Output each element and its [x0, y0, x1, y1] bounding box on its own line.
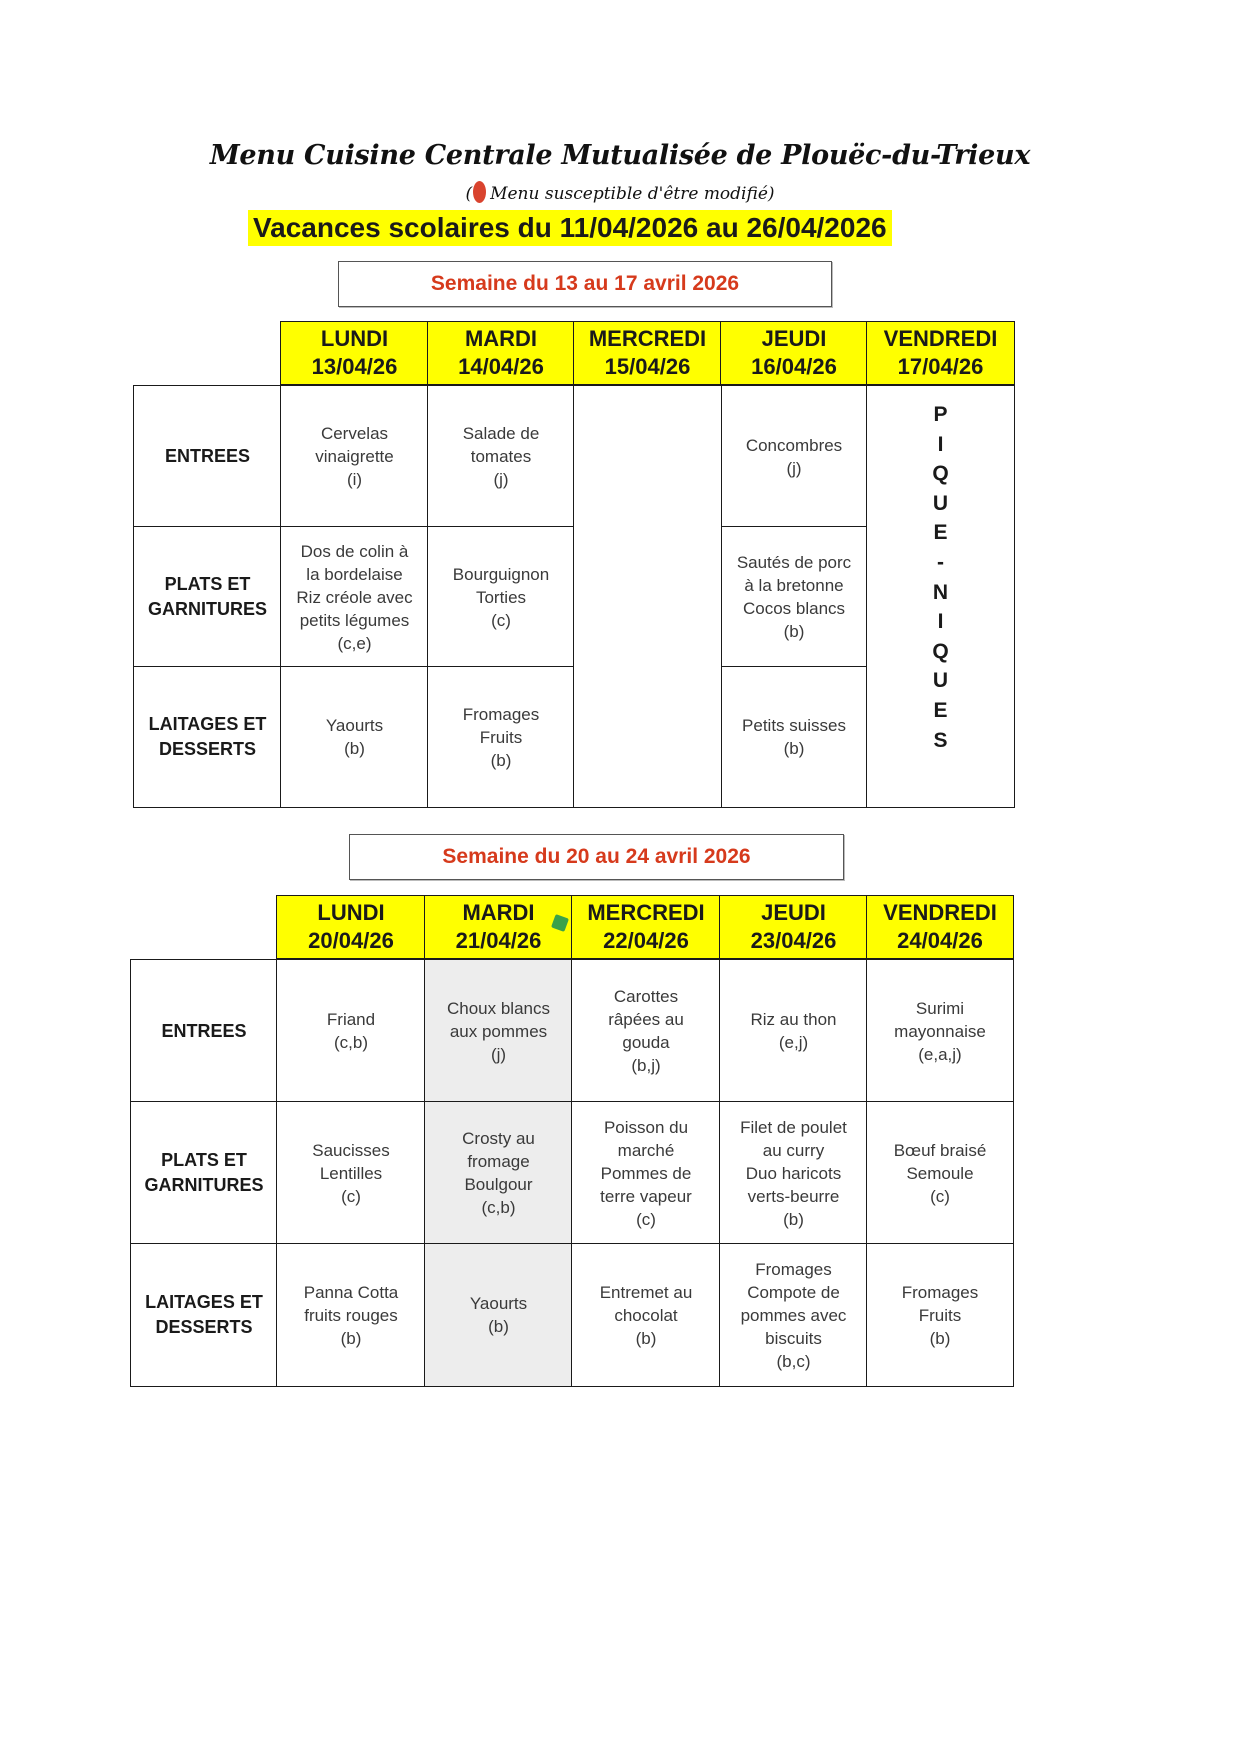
row-label-plats-line: PLATS ET [161, 1150, 247, 1170]
week2-desserts-lundi-line: fruits rouges [304, 1305, 398, 1325]
week2-plats-jeudi-line: Duo haricots [745, 1163, 842, 1183]
week2-plats-jeudi-line: Filet de poulet [740, 1117, 847, 1137]
page-subtitle [0, 181, 1240, 204]
week1-entrees-lundi-line: Cervelas [320, 424, 389, 443]
week1-entrees-jeudi-line: (j) [786, 458, 802, 478]
day-date: 21/04/26 [455, 928, 542, 953]
week1-entrees-mardi-line: (j) [493, 470, 509, 489]
day-header-jeudi [719, 895, 868, 959]
week2-plats-mercredi-line: (c) [636, 1209, 656, 1229]
week1-plats-lundi [280, 526, 429, 668]
week1-plats-lundi-line: (c,e) [337, 633, 372, 653]
day-header-mercredi [573, 321, 722, 385]
week2-entrees-jeudi-line: (e,j) [778, 1033, 809, 1052]
week2-entrees-vendredi-line: (e,a,j) [918, 1044, 962, 1064]
day-header-lundi [280, 321, 429, 385]
week2-plats-mardi [424, 1101, 573, 1245]
week1-title: Semaine du 13 au 17 avril 2026 [338, 261, 832, 307]
pique-letter: U [932, 491, 949, 515]
week2-desserts-jeudi-line: pommes avec [740, 1305, 847, 1325]
day-date: 17/04/26 [897, 354, 984, 379]
week1-plats-mardi [427, 526, 575, 668]
week1-mercredi-empty [573, 385, 722, 808]
day-date: 16/04/26 [751, 354, 837, 379]
week1-desserts-jeudi-line: (b) [783, 739, 805, 758]
week2-desserts-jeudi [719, 1243, 868, 1387]
week1-plats-jeudi [720, 526, 868, 668]
row-label-desserts-line: LAITAGES ET [148, 714, 267, 734]
week2-plats-lundi-line: Saucisses [312, 1140, 390, 1160]
day-header-mardi [427, 321, 575, 385]
row-label-desserts-line: LAITAGES ET [145, 1292, 263, 1312]
week1-desserts-lundi [280, 666, 429, 808]
subtitle-text: Menu susceptible d'être modifié) [490, 184, 775, 204]
day-header-mercredi [571, 895, 721, 959]
pique-letter: S [933, 728, 948, 752]
week2-desserts-jeudi-line: biscuits [765, 1328, 822, 1348]
week2-plats-vendredi-line: Semoule [906, 1163, 974, 1183]
week2-entrees-jeudi [719, 959, 868, 1103]
week1-desserts-mardi-line: Fruits [479, 727, 523, 747]
week2-plats-mardi-line: (c,b) [481, 1198, 516, 1217]
week2-entrees-lundi-line: Friand [326, 1010, 376, 1029]
page-title: Menu Cuisine Centrale Mutualisée de Plouëc-du-Trieux [209, 140, 1031, 171]
week2-desserts-lundi-line: Panna Cotta [303, 1282, 399, 1302]
pique-letter: - [937, 550, 944, 574]
week1-entrees-lundi [280, 385, 429, 528]
day-date: 20/04/26 [308, 928, 394, 953]
day-date: 23/04/26 [750, 928, 837, 953]
week1-entrees-mardi-line: tomates [470, 447, 532, 466]
week2-entrees-jeudi-line: Riz au thon [750, 1010, 837, 1029]
day-date: 24/04/26 [897, 928, 983, 953]
day-date: 13/04/26 [311, 354, 398, 379]
week2-plats-jeudi-line: verts-beurre [747, 1186, 840, 1206]
day-name: JEUDI [761, 326, 827, 351]
day-name: MARDI [464, 326, 538, 351]
week1-entrees-mardi-line: Salade de [462, 424, 540, 443]
day-name: VENDREDI [883, 326, 998, 351]
day-name: MERCREDI [588, 326, 707, 351]
pique-letter: I [937, 432, 944, 456]
week2-plats-mardi-line: Crosty au [462, 1129, 535, 1148]
week2-entrees-mercredi-line: Carottes [613, 987, 679, 1006]
row-label-desserts-line: DESSERTS [155, 1317, 253, 1337]
week2-plats-mercredi-line: terre vapeur [600, 1186, 692, 1206]
day-name: MERCREDI [587, 900, 705, 925]
row-label-plats-line: GARNITURES [144, 1175, 264, 1195]
day-header-lundi [276, 895, 426, 959]
week2-title: Semaine du 20 au 24 avril 2026 [349, 834, 844, 880]
week1-plats-lundi-line: la bordelaise [306, 564, 403, 584]
week1-plats-lundi-line: petits légumes [299, 610, 410, 630]
week2-desserts-vendredi [866, 1243, 1014, 1387]
day-name: LUNDI [320, 326, 389, 351]
week1-desserts-mardi-line: Fromages [462, 704, 540, 724]
pique-letter: Q [932, 462, 949, 486]
week1-plats-lundi-line: Riz créole avec [296, 587, 413, 607]
week2-plats-jeudi-line: (b) [783, 1209, 804, 1229]
week2-desserts-mardi [424, 1243, 573, 1387]
week1-plats-jeudi-line: Cocos blancs [742, 599, 846, 618]
week1-desserts-jeudi [720, 666, 868, 808]
week2-desserts-mercredi-line: chocolat [614, 1305, 678, 1325]
row-label-plats [133, 526, 282, 668]
week1-plats-jeudi-line: (b) [783, 622, 805, 641]
week2-entrees-mardi-line: Choux blancs [446, 998, 550, 1018]
week2-plats-jeudi [719, 1101, 868, 1245]
week2-plats-mercredi-line: Poisson du [603, 1117, 689, 1137]
day-date: 14/04/26 [458, 354, 544, 379]
row-label-entrees [133, 385, 282, 528]
week1-desserts-mardi [427, 666, 575, 808]
week2-plats-mardi-line: fromage [467, 1152, 530, 1171]
week2-desserts-lundi-line: (b) [340, 1328, 362, 1348]
week2-desserts-jeudi-line: Fromages [755, 1259, 832, 1279]
week1-entrees-jeudi-line: Concombres [745, 435, 843, 455]
week2-plats-vendredi-line: Bœuf braisé [893, 1140, 987, 1160]
week2-desserts-mardi-line: Yaourts [469, 1294, 528, 1313]
week2-plats-mercredi-line: marché [617, 1140, 675, 1160]
week2-plats-lundi-line: Lentilles [319, 1163, 383, 1183]
day-header-jeudi [720, 321, 868, 385]
row-label-plats-line: PLATS ET [164, 574, 251, 594]
week1-plats-jeudi-line: Sautés de porc [736, 553, 852, 572]
week2-desserts-lundi [276, 1243, 426, 1387]
day-header-vendredi [866, 895, 1014, 959]
week2-entrees-mercredi [571, 959, 721, 1103]
week2-entrees-mercredi-line: gouda [622, 1033, 670, 1052]
pique-letter: E [933, 521, 948, 545]
day-name: JEUDI [761, 900, 826, 925]
week2-entrees-mardi-line: (j) [490, 1044, 507, 1064]
week2-plats-mercredi [571, 1101, 721, 1245]
day-date: 22/04/26 [603, 928, 689, 953]
vacances-banner: Vacances scolaires du 11/04/2026 au 26/04/2026 [248, 210, 892, 246]
subtitle-open-paren: ( [465, 184, 473, 204]
day-header-vendredi [866, 321, 1015, 385]
week2-entrees-mardi [424, 959, 573, 1103]
week1-plats-jeudi-line: à la bretonne [744, 576, 844, 595]
day-date: 15/04/26 [604, 354, 691, 379]
week1-entrees-mardi [427, 385, 575, 528]
week2-plats-mercredi-line: Pommes de [600, 1163, 692, 1183]
week1-plats-lundi-line: Dos de colin à [300, 541, 409, 561]
row-label-desserts [133, 666, 282, 808]
week1-plats-mardi-line: Bourguignon [452, 564, 550, 584]
week2-plats-mardi-line: Boulgour [464, 1175, 533, 1194]
row-label-desserts-line: DESSERTS [158, 739, 257, 759]
week2-plats-lundi [276, 1101, 426, 1245]
day-name: VENDREDI [883, 900, 997, 925]
pique-letter: I [937, 610, 944, 634]
week2-desserts-vendredi-line: Fruits [918, 1305, 962, 1325]
pique-letter: Q [932, 639, 949, 663]
pique-letter: U [932, 669, 949, 693]
row-label-desserts [130, 1243, 278, 1387]
week1-desserts-jeudi-line: Petits suisses [742, 716, 846, 735]
pique-letter: N [932, 580, 949, 604]
week2-desserts-mardi-line: (b) [488, 1317, 509, 1336]
week1-desserts-lundi-line: (b) [344, 739, 365, 758]
week1-entrees-lundi-line: (i) [346, 470, 363, 489]
week2-entrees-lundi-line: (c,b) [334, 1033, 368, 1052]
week1-entrees-jeudi [720, 385, 868, 528]
pique-letter: P [933, 403, 948, 426]
row-label-entrees-line: ENTREES [161, 1020, 247, 1041]
day-name: MARDI [462, 900, 535, 925]
pique-letter: E [933, 698, 948, 722]
week1-desserts-mardi-line: (b) [490, 750, 512, 770]
week2-entrees-vendredi-line: Surimi [915, 998, 965, 1018]
week2-entrees-vendredi-line: mayonnaise [894, 1021, 986, 1041]
week2-plats-lundi-line: (c) [341, 1186, 361, 1206]
exclamation-icon [473, 181, 486, 203]
week1-plats-mardi-line: Torties [475, 587, 527, 607]
row-label-plats [130, 1101, 278, 1245]
row-label-entrees-line: ENTREES [164, 446, 251, 466]
week1-vendredi-pique-niques [866, 385, 1015, 808]
week2-desserts-mercredi [571, 1243, 721, 1387]
week2-desserts-vendredi-line: Fromages [901, 1282, 979, 1302]
row-label-entrees [130, 959, 278, 1103]
week2-entrees-vendredi [866, 959, 1014, 1103]
week2-plats-vendredi [866, 1101, 1014, 1245]
week2-desserts-mercredi-line: Entremet au [599, 1282, 693, 1302]
week2-desserts-jeudi-line: Compote de [747, 1282, 840, 1302]
week2-plats-jeudi-line: au curry [762, 1140, 825, 1160]
week1-entrees-lundi-line: vinaigrette [315, 447, 394, 466]
week2-desserts-mercredi-line: (b) [635, 1328, 657, 1348]
week2-entrees-mercredi-line: (b,j) [631, 1056, 661, 1075]
day-name: LUNDI [317, 900, 385, 925]
row-label-plats-line: GARNITURES [147, 599, 267, 619]
week2-plats-vendredi-line: (c) [930, 1186, 950, 1206]
week2-entrees-mercredi-line: râpées au [608, 1010, 684, 1029]
week1-desserts-lundi-line: Yaourts [325, 716, 384, 735]
week2-desserts-jeudi-line: (b,c) [776, 1351, 811, 1371]
week2-desserts-vendredi-line: (b) [929, 1328, 951, 1348]
week2-entrees-mardi-line: aux pommes [449, 1021, 548, 1041]
week2-entrees-lundi [276, 959, 426, 1103]
week1-plats-mardi-line: (c) [491, 610, 511, 630]
